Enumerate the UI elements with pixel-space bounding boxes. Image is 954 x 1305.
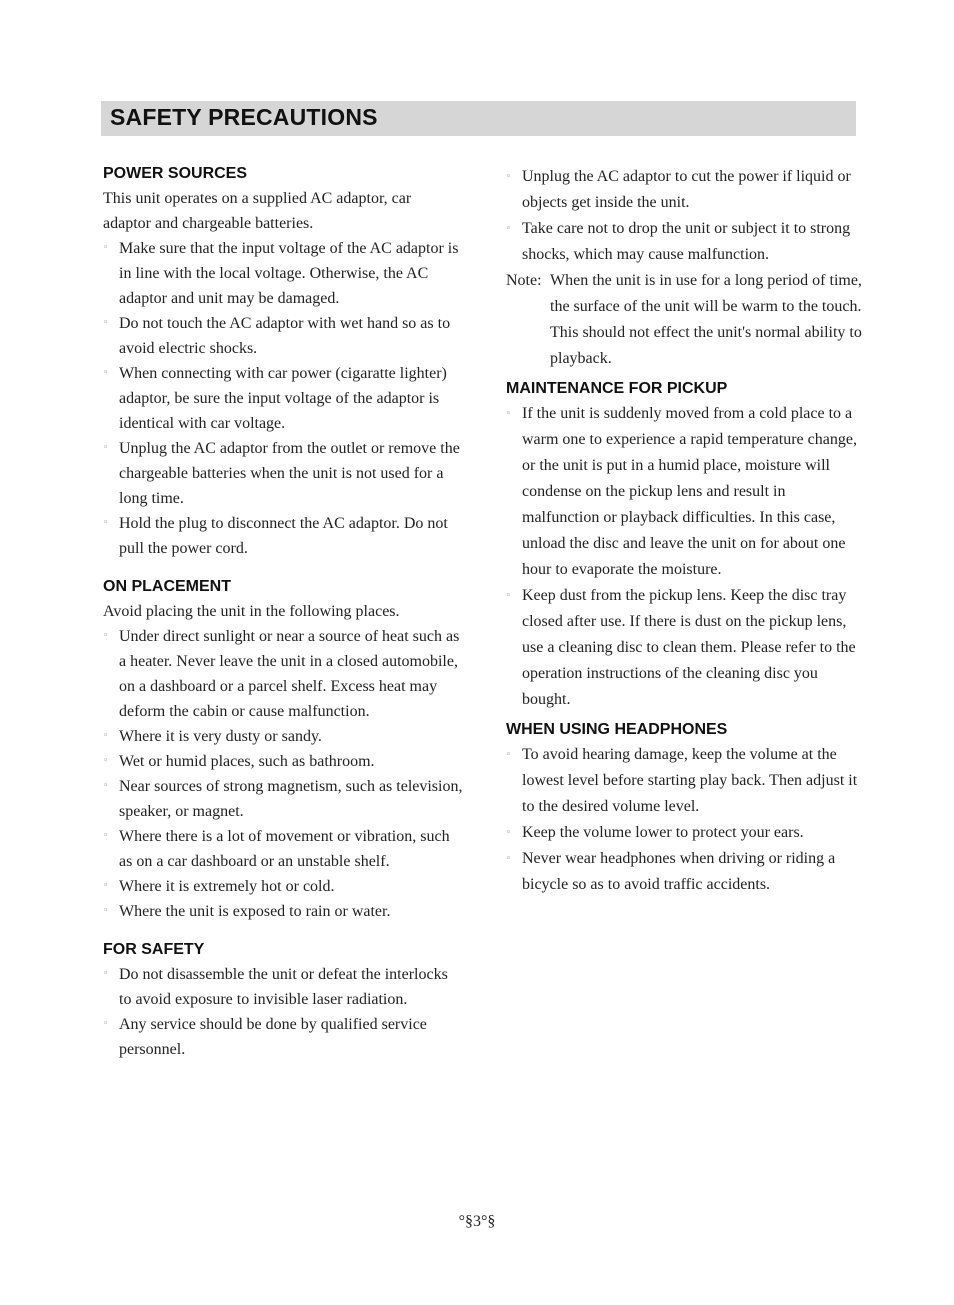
list-item: ◦ Keep dust from the pickup lens. Keep the disc tray closed after use. If there is dust on the pickup lens, use a cleaning disc to clean them. Please refer to the operation instructions of the cleaning disc you bought. — [506, 583, 866, 713]
title-bar — [101, 101, 856, 136]
list-item: ◦ Do not disassemble the unit or defeat the interlocks to avoid exposure to invisible laser radiation. — [103, 962, 463, 1012]
bullet-icon: ◦ — [103, 906, 109, 916]
right-column — [506, 164, 866, 898]
note-text: When the unit is in use for a long period of time, the surface of the unit will be warm to the touch. This should not effect the unit's normal ability to playback. — [550, 272, 862, 367]
list-item: ◦ Near sources of strong magnetism, such as television, speaker, or magnet. — [103, 774, 463, 824]
note — [506, 268, 866, 372]
note-label: Note: — [506, 272, 542, 289]
list-item: ◦ If the unit is suddenly moved from a cold place to a warm one to experience a rapid temperature change, or the unit is put in a humid place, moisture will condense on the pickup lens and result in malfunction or playback difficulties. In this case, unload the disc and leave the unit on for about one hour to evaporate the moisture. — [506, 401, 866, 583]
on-placement-heading: ON PLACEMENT — [103, 578, 231, 595]
bullet-icon: ◦ — [506, 828, 512, 838]
list-item: ◦ When connecting with car power (cigaratte lighter) adaptor, be sure the input voltage of the adaptor is identical with car voltage. — [103, 361, 463, 436]
list-item: ◦ Wet or humid places, such as bathroom. — [103, 749, 463, 774]
page-number: °§3°§ — [458, 1213, 496, 1230]
list-item: ◦ Never wear headphones when driving or riding a bicycle so as to avoid traffic accidents. — [506, 846, 866, 898]
bullet-icon: ◦ — [103, 443, 109, 453]
power-sources-intro: This unit operates on a supplied AC adaptor, car adaptor and chargeable batteries. — [103, 190, 412, 232]
list-item: ◦ To avoid hearing damage, keep the volume at the lowest level before starting play back. Then adjust it to the desired volume level. — [506, 742, 866, 820]
page-title: SAFETY PRECAUTIONS — [110, 104, 378, 130]
bullet-icon: ◦ — [103, 243, 109, 253]
list-item: ◦ Do not touch the AC adaptor with wet hand so as to avoid electric shocks. — [103, 311, 463, 361]
list-item: ◦ Where the unit is exposed to rain or water. — [103, 899, 463, 924]
bullet-icon: ◦ — [506, 750, 512, 760]
list-item: ◦ Take care not to drop the unit or subject it to strong shocks, which may cause malfunction. — [506, 216, 866, 268]
on-placement-intro: Avoid placing the unit in the following places. — [103, 603, 400, 620]
bullet-icon: ◦ — [103, 881, 109, 891]
list-item: ◦ Any service should be done by qualified service personnel. — [103, 1012, 463, 1062]
list-item: ◦ Keep the volume lower to protect your ears. — [506, 820, 866, 846]
maintenance-heading: MAINTENANCE FOR PICKUP — [506, 380, 728, 397]
bullet-icon: ◦ — [103, 731, 109, 741]
bullet-icon: ◦ — [103, 969, 109, 979]
power-sources-heading: POWER SOURCES — [103, 165, 248, 182]
left-column — [103, 162, 463, 1062]
list-item: ◦ Hold the plug to disconnect the AC adaptor. Do not pull the power cord. — [103, 511, 463, 561]
bullet-icon: ◦ — [103, 756, 109, 766]
bullet-icon: ◦ — [103, 518, 109, 528]
bullet-icon: ◦ — [103, 1019, 109, 1029]
for-safety-heading: FOR SAFETY — [103, 941, 205, 958]
bullet-icon: ◦ — [103, 781, 109, 791]
headphones-heading: WHEN USING HEADPHONES — [506, 721, 728, 738]
list-item: ◦ Under direct sunlight or near a source of heat such as a heater. Never leave the unit in a closed automobile, on a dashboard or a parcel shelf. Excess heat may deform the cabin or cause malfunction. — [103, 624, 463, 724]
list-item: ◦ Make sure that the input voltage of the AC adaptor is in line with the local voltage. Otherwise, the AC adaptor and unit may be damaged. — [103, 236, 463, 311]
list-item: ◦ Where there is a lot of movement or vibration, such as on a car dashboard or an unstable shelf. — [103, 824, 463, 874]
bullet-icon: ◦ — [506, 591, 512, 601]
bullet-icon: ◦ — [103, 318, 109, 328]
bullet-icon: ◦ — [506, 172, 512, 182]
list-item: ◦ Unplug the AC adaptor to cut the power if liquid or objects get inside the unit. — [506, 164, 866, 216]
bullet-icon: ◦ — [103, 368, 109, 378]
bullet-icon: ◦ — [103, 631, 109, 641]
list-item: ◦ Unplug the AC adaptor from the outlet or remove the chargeable batteries when the unit is not used for a long time. — [103, 436, 463, 511]
list-item: ◦ Where it is very dusty or sandy. — [103, 724, 463, 749]
bullet-icon: ◦ — [506, 409, 512, 419]
bullet-icon: ◦ — [103, 831, 109, 841]
bullet-icon: ◦ — [506, 854, 512, 864]
bullet-icon: ◦ — [506, 224, 512, 234]
list-item: ◦ Where it is extremely hot or cold. — [103, 874, 463, 899]
